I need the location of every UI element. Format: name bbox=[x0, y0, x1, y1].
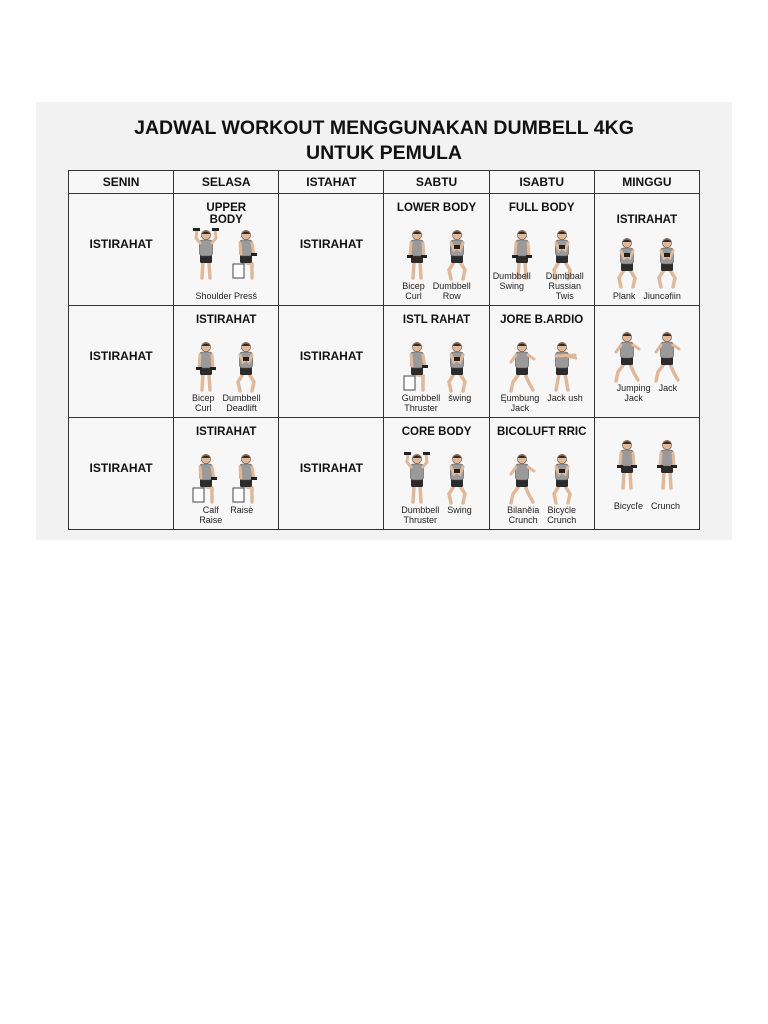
exercise-caption: Plank bbox=[612, 291, 636, 301]
cell-heading: ISTIRAHAT bbox=[195, 426, 257, 438]
exercise-figure-icon bbox=[652, 328, 682, 384]
cell-minggu bbox=[594, 306, 699, 418]
exercise-figure-icon bbox=[191, 338, 221, 394]
exercise-figure-icon bbox=[402, 226, 432, 282]
exercise-captions bbox=[595, 383, 699, 403]
exercise-figure-icon bbox=[507, 338, 537, 394]
exercise-figure-icon bbox=[547, 450, 577, 506]
cell-istahat bbox=[279, 194, 384, 306]
exercise-figure-icon bbox=[231, 338, 261, 394]
exercise-figures bbox=[490, 450, 594, 506]
exercise-captions bbox=[174, 291, 278, 301]
header-senin: SENIN bbox=[69, 171, 174, 194]
exercise-caption: Gumbbell Thruster bbox=[401, 393, 441, 413]
rest-label: ISTIRAHAT bbox=[299, 349, 363, 363]
table-row bbox=[69, 418, 700, 530]
cell-selasa bbox=[174, 306, 279, 418]
exercise-caption: Jack bbox=[658, 383, 678, 393]
cell-sabtu bbox=[384, 418, 489, 530]
exercise-figures bbox=[384, 226, 488, 282]
exercise-figure-icon bbox=[547, 338, 577, 394]
exercise-captions bbox=[595, 291, 699, 301]
header-row bbox=[69, 171, 700, 194]
cell-istahat bbox=[279, 418, 384, 530]
exercise-caption: Bicep Curl bbox=[402, 281, 425, 301]
exercise-captions bbox=[490, 505, 594, 525]
exercise-figures bbox=[174, 450, 278, 506]
exercise-figure-icon bbox=[652, 234, 682, 290]
cell-sabtu bbox=[384, 306, 489, 418]
exercise-figures bbox=[174, 226, 278, 282]
exercise-figure-icon bbox=[652, 436, 682, 492]
cell-isabtu bbox=[489, 418, 594, 530]
exercise-captions bbox=[384, 505, 488, 525]
cell-heading: ISTIRAHAT bbox=[195, 314, 257, 326]
cell-minggu bbox=[594, 194, 699, 306]
exercise-figure-icon bbox=[231, 226, 261, 282]
cell-heading: UPPER BODY bbox=[206, 202, 247, 226]
exercise-caption: Shoulder Presš bbox=[195, 291, 257, 301]
table-row bbox=[69, 306, 700, 418]
exercise-captions bbox=[174, 393, 278, 413]
schedule-table bbox=[68, 170, 700, 530]
header-isabtu: ISABTU bbox=[489, 171, 594, 194]
exercise-caption: Jack ush bbox=[547, 393, 583, 403]
cell-heading: LOWER BODY bbox=[396, 202, 477, 214]
exercise-figures bbox=[595, 328, 699, 384]
exercise-figure-icon bbox=[612, 328, 642, 384]
header-sabtu: SABTU bbox=[384, 171, 489, 194]
exercise-figures bbox=[384, 338, 488, 394]
exercise-figures bbox=[595, 436, 699, 492]
exercise-figures bbox=[384, 450, 488, 506]
cell-senin bbox=[69, 194, 174, 306]
exercise-caption: Ęumbung Jack bbox=[500, 393, 540, 413]
exercise-figure-icon bbox=[402, 338, 432, 394]
exercise-figure-icon bbox=[507, 450, 537, 506]
exercise-caption: Dumbbell Deadlift bbox=[222, 393, 261, 413]
exercise-figure-icon bbox=[442, 338, 472, 394]
exercise-figures bbox=[174, 338, 278, 394]
exercise-figures bbox=[490, 338, 594, 394]
exercise-captions bbox=[595, 501, 699, 511]
exercise-caption: Calf Raise bbox=[199, 505, 223, 525]
header-istahat: ISTAHAT bbox=[279, 171, 384, 194]
exercise-caption: Dumbbell Row bbox=[432, 281, 471, 301]
header-minggu: MINGGU bbox=[594, 171, 699, 194]
cell-heading: CORE BODY bbox=[401, 426, 472, 438]
exercise-figure-icon bbox=[442, 450, 472, 506]
exercise-caption: šwing bbox=[448, 393, 472, 403]
exercise-caption: Jumping Jack bbox=[616, 383, 651, 403]
exercise-figure-icon bbox=[612, 234, 642, 290]
rest-label: ISTIRAHAT bbox=[89, 461, 153, 475]
exercise-figure-icon bbox=[442, 226, 472, 282]
page-title bbox=[36, 116, 732, 166]
exercise-caption: Raisė bbox=[230, 505, 254, 515]
title-line-2: UNTUK PEMULA bbox=[306, 142, 462, 164]
exercise-caption: Crunch bbox=[650, 501, 680, 511]
cell-minggu bbox=[594, 418, 699, 530]
exercise-figure-icon bbox=[191, 450, 221, 506]
exercise-caption: Dumbball Russian Twis bbox=[545, 271, 584, 301]
cell-heading: ISTIRAHAT bbox=[616, 214, 678, 226]
exercise-caption: Jiuncəfiin bbox=[643, 291, 681, 301]
rest-label: ISTIRAHAT bbox=[89, 349, 153, 363]
cell-isabtu bbox=[489, 306, 594, 418]
exercise-caption: Dumbbell Swing bbox=[492, 271, 531, 291]
exercise-captions bbox=[174, 505, 278, 525]
exercise-figure-icon bbox=[612, 436, 642, 492]
workout-sheet bbox=[36, 102, 732, 540]
cell-heading: ISTL RAHAT bbox=[402, 314, 471, 326]
rest-label: ISTIRAHAT bbox=[299, 237, 363, 251]
header-selasa: SELASA bbox=[174, 171, 279, 194]
exercise-figures bbox=[595, 234, 699, 290]
exercise-caption: Bicycľe bbox=[613, 501, 643, 511]
cell-isabtu bbox=[489, 194, 594, 306]
exercise-captions bbox=[490, 271, 594, 301]
exercise-caption: Bicep Curl bbox=[191, 393, 215, 413]
rest-label: ISTIRAHAT bbox=[89, 237, 153, 251]
cell-heading: BICOLUFT RRIC bbox=[496, 426, 587, 438]
exercise-caption: Dumbbell Thruster bbox=[401, 505, 440, 525]
cell-heading: FULL BODY bbox=[508, 202, 575, 214]
exercise-caption: Bicyćle Crunch bbox=[547, 505, 577, 525]
cell-heading: JORE B.ARDIO bbox=[500, 314, 584, 326]
exercise-captions bbox=[384, 393, 488, 413]
exercise-captions bbox=[490, 393, 594, 413]
table-row bbox=[69, 194, 700, 306]
exercise-figure-icon bbox=[191, 226, 221, 282]
title-line-1: JADWAL WORKOUT MENGGUNAKAN DUMBELL 4KG bbox=[134, 117, 634, 139]
exercise-captions bbox=[384, 281, 488, 301]
cell-senin bbox=[69, 306, 174, 418]
cell-selasa bbox=[174, 418, 279, 530]
cell-selasa bbox=[174, 194, 279, 306]
exercise-caption: Bilanĕia Crunch bbox=[507, 505, 540, 525]
cell-senin bbox=[69, 418, 174, 530]
cell-sabtu bbox=[384, 194, 489, 306]
rest-label: ISTIRAHAT bbox=[299, 461, 363, 475]
exercise-figure-icon bbox=[231, 450, 261, 506]
exercise-figure-icon bbox=[402, 450, 432, 506]
cell-istahat bbox=[279, 306, 384, 418]
exercise-caption: Swing bbox=[447, 505, 472, 515]
